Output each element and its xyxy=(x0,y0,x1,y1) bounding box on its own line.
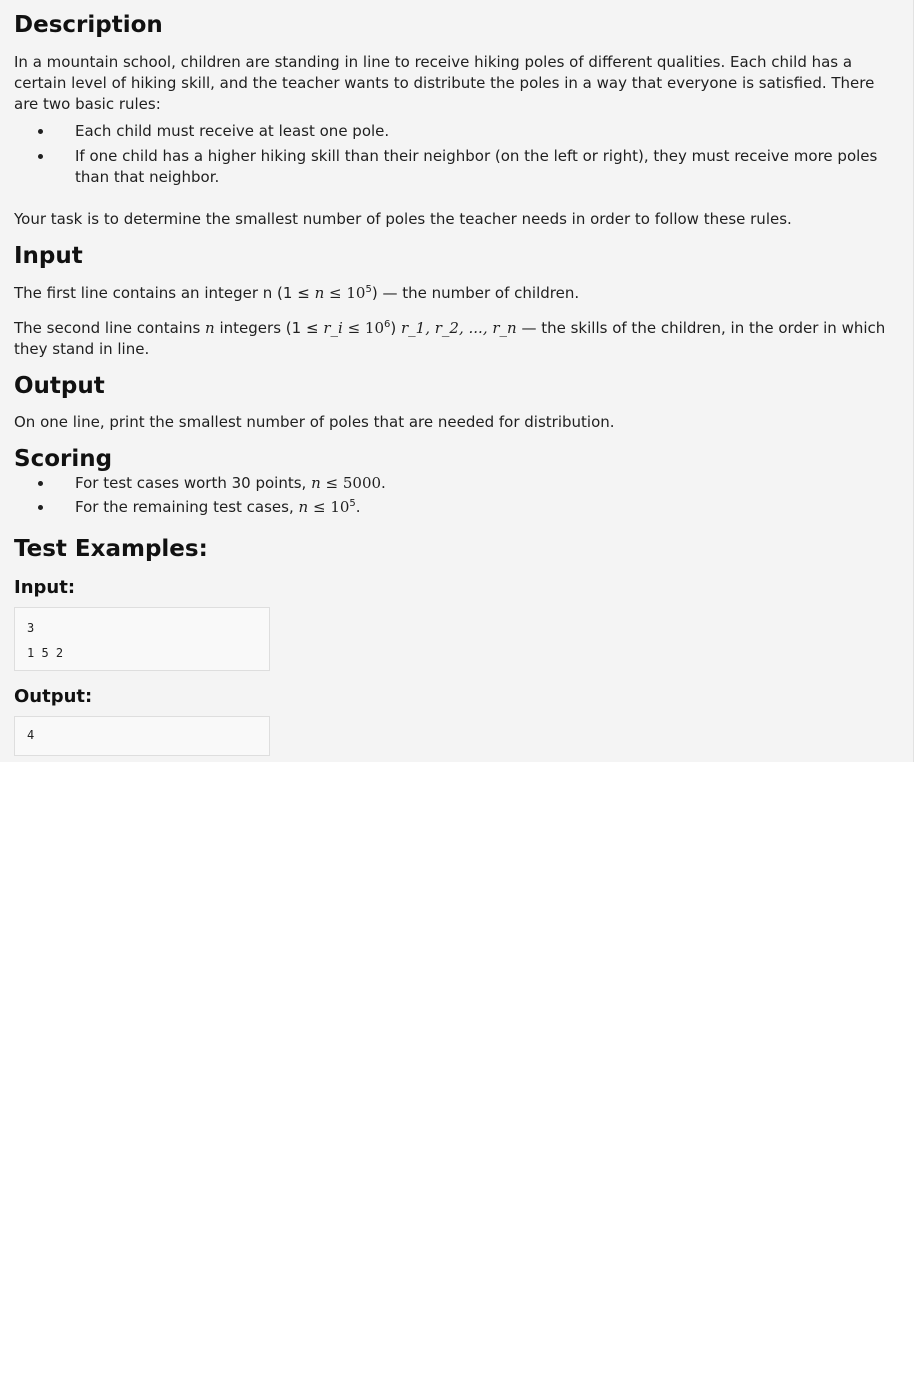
rules-list xyxy=(14,121,899,188)
input-heading: Input xyxy=(14,243,83,269)
task-text: Your task is to determine the smallest number of poles the teacher needs in order to follow these rules. xyxy=(14,210,792,228)
scoring-item: • For test cases worth 30 points, n ≤ 5000. xyxy=(54,473,899,494)
description-intro: In a mountain school, children are standing in line to receive hiking poles of different qualities. Each child has a certain level of hiking skill, and the teacher wants to distribute the poles in a way that everyone is satisfied. There are two basic rules: xyxy=(14,53,875,113)
scoring-list xyxy=(14,473,899,518)
example-input-line: 3 xyxy=(27,621,35,635)
input-line-2: The second line contains n integers (1 ≤ r_i ≤ $10^6$) r_1, r_2, ..., r_n — the skills of the children, in the order in which they stand in line. xyxy=(14,319,886,358)
example-output-box xyxy=(14,716,270,756)
output-heading: Output xyxy=(14,373,105,399)
example-output-line: 4 xyxy=(27,728,35,742)
rule-item: • Each child must receive at least one pole. xyxy=(54,121,899,142)
description-heading: Description xyxy=(14,12,163,38)
example-output-label: Output: xyxy=(14,686,93,707)
input-line-1: The first line contains an integer n $(1 \le n \le 10^5)$ — the number of children. xyxy=(14,284,580,302)
example-input-line: 1 5 2 xyxy=(27,646,64,660)
example-input-box xyxy=(14,607,270,671)
scoring-item: • For the remaining test cases, $n \le 10^5$. xyxy=(54,497,899,518)
scoring-heading: Scoring xyxy=(14,446,113,472)
rule-item: • If one child has a higher hiking skill than their neighbor (on the left or right), they must receive more poles than that neighbor. xyxy=(54,146,899,188)
output-text: On one line, print the smallest number of poles that are needed for distribution. xyxy=(14,413,615,431)
example-input-label: Input: xyxy=(14,577,76,598)
examples-heading: Test Examples: xyxy=(14,536,208,562)
